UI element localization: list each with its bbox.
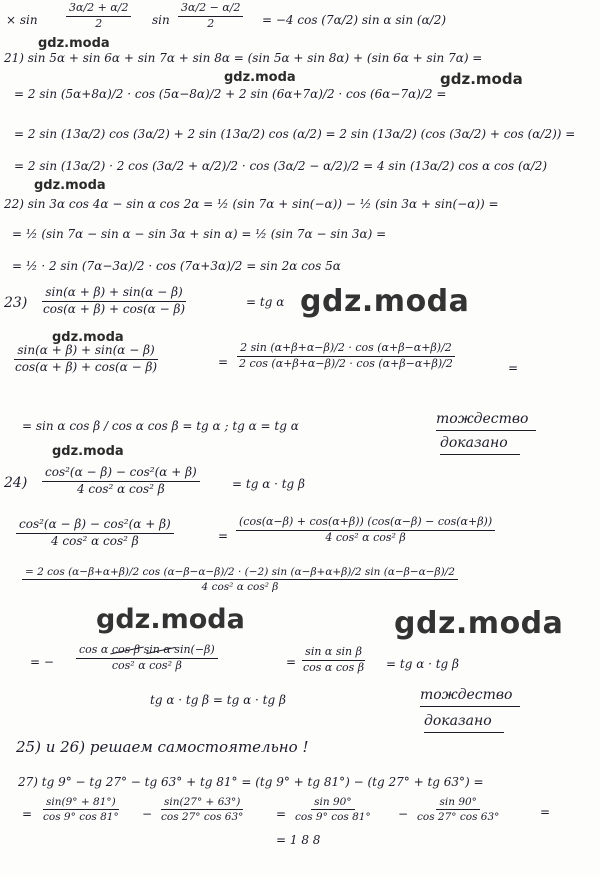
underline [420, 706, 520, 707]
fraction-numerator: sin(α + β) + sin(α − β) [42, 286, 185, 302]
problem-24-result: = tg α · tg β [386, 657, 459, 671]
fraction-denominator: 2 [95, 16, 103, 30]
problem-25-26-note: 25) и 26) решаем самостоятельно ! [16, 738, 309, 756]
fraction-numerator: cos²(α − β) − cos²(α + β) [16, 518, 174, 534]
watermark: gdz.moda [394, 606, 564, 641]
problem-23-conclusion: = sin α cos β / cos α cos β = tg α ; tg α = tg α [22, 419, 299, 433]
fraction-numerator: cos α cos β sin α sin(−β) [76, 644, 218, 659]
line-0-fraction-1 [66, 2, 131, 30]
problem-27-fraction-3 [292, 796, 374, 823]
fraction-numerator: (cos(α−β) + cos(α+β)) (cos(α−β) − cos(α+β)) [236, 516, 495, 531]
problem-24-cancel-fraction [76, 644, 218, 672]
fraction-denominator: cos 27° cos 63° [161, 811, 244, 824]
fraction-denominator: cos 9° cos 81° [295, 811, 371, 824]
watermark: gdz.moda [96, 604, 245, 635]
problem-21-line-2: = 2 sin (5α+8α)/2 · cos (5α−8α)/2 + 2 sin (6α+7α)/2 · cos (6α−7α)/2 = [14, 87, 447, 101]
problem-21-line-1: 21) sin 5α + sin 6α + sin 7α + sin 8α = (sin 5α + sin 8α) + (sin 6α + sin 7α) = [4, 51, 483, 65]
problem-23-step-fraction [12, 344, 160, 375]
line-0-prefix: × sin [6, 13, 38, 27]
problem-24-number: 24) [4, 475, 28, 491]
line-0-sin: sin [152, 13, 170, 27]
problem-22-line-1: 22) sin 3α cos 4α − sin α cos 2α = ½ (sin 7α + sin(−α)) − ½ (sin 3α + sin(−α)) = [4, 197, 499, 211]
problem-24-given-fraction [42, 466, 200, 497]
watermark: gdz.moda [224, 70, 296, 85]
problem-27-minus-1: − [142, 807, 153, 821]
fraction-denominator: cos 27° cos 63° [417, 811, 500, 824]
problem-27-minus-2: − [398, 807, 409, 821]
fraction-denominator: cos 9° cos 81° [43, 811, 119, 824]
problem-24-step-fraction [16, 518, 174, 549]
problem-27-equals-2: = [276, 807, 287, 821]
problem-24-simplified [300, 646, 367, 674]
underline [440, 454, 520, 455]
watermark: gdz.moda [52, 330, 124, 345]
problem-24-equals-2: = [286, 655, 297, 669]
problem-23-given-rhs: = tg α [246, 295, 285, 309]
problem-24-equals: = [218, 529, 229, 543]
problem-24-minus: = − [30, 655, 54, 669]
problem-27-line-1: 27) tg 9° − tg 27° − tg 63° + tg 81° = (tg 9° + tg 81°) − (tg 27° + tg 63°) = [18, 775, 484, 789]
problem-24-proved-word-1: тождество [420, 687, 513, 703]
problem-24-factored [236, 516, 495, 544]
fraction-numerator: 2 sin (α+β+α−β)/2 · cos (α+β−α+β)/2 [237, 342, 455, 357]
watermark: gdz.moda [34, 178, 106, 193]
problem-27-fraction-4 [414, 796, 502, 823]
fraction-numerator: = 2 cos (α−β+α+β)/2 cos (α−β−α−β)/2 · (−2) sin (α−β+α+β)/2 sin (α−β−α−β)/2 [22, 566, 458, 580]
problem-21-line-4: = 2 sin (13α/2) · 2 cos (3α/2 + α/2)/2 · cos (3α/2 − α/2)/2 = 4 sin (13α/2) cos α cos (α/2) [14, 159, 548, 173]
fraction-denominator: 4 cos² α cos² β [50, 533, 139, 548]
underline [436, 430, 536, 431]
problem-24-given-rhs: = tg α · tg β [232, 477, 305, 491]
watermark: gdz.moda [38, 36, 110, 51]
fraction-denominator: cos(α + β) + cos(α − β) [43, 301, 186, 316]
problem-21-line-3: = 2 sin (13α/2) cos (3α/2) + 2 sin (13α/2) cos (α/2) = 2 sin (13α/2) (cos (3α/2) + cos (α/2)) = [14, 127, 576, 141]
watermark: gdz.moda [440, 70, 523, 88]
fraction-numerator: sin(27° + 63°) [161, 796, 243, 810]
fraction-numerator: cos²(α − β) − cos²(α + β) [42, 466, 200, 482]
problem-23-number: 23) [4, 295, 28, 311]
problem-24-proved-word-2: доказано [424, 713, 492, 729]
problem-27-tail: = 1 8 8 [276, 833, 321, 847]
fraction-numerator: sin(α + β) + sin(α − β) [14, 344, 157, 360]
line-0-rhs: = −4 cos (7α/2) sin α sin (α/2) [262, 13, 447, 27]
fraction-denominator: 4 cos² α cos² β [325, 530, 406, 544]
watermark: gdz.moda [300, 284, 470, 319]
fraction-numerator: sin(9° + 81°) [43, 796, 119, 810]
problem-23-equals: = [218, 355, 229, 369]
problem-23-proved-word-1: тождество [436, 411, 529, 427]
problem-23-sum-to-product [236, 342, 456, 370]
fraction-numerator: sin 90° [436, 796, 479, 810]
problem-23-proved-word-2: доказано [440, 435, 508, 451]
problem-22-line-2: = ½ (sin 7α − sin α − sin 3α + sin α) = ½ (sin 7α − sin 3α) = [12, 227, 387, 241]
problem-27-equals: = [22, 807, 33, 821]
problem-27-fraction-1 [40, 796, 122, 823]
watermark: gdz.moda [52, 444, 124, 459]
problem-27-equals-3: = [540, 805, 551, 819]
line-0-fraction-2 [178, 2, 243, 30]
problem-27-fraction-2 [158, 796, 246, 823]
underline [424, 732, 504, 733]
fraction-denominator: 4 cos² α cos² β [201, 581, 279, 594]
problem-24-identity: tg α · tg β = tg α · tg β [150, 693, 286, 707]
problem-23-given-fraction [40, 286, 188, 317]
fraction-denominator: 2 cos (α+β+α−β)/2 · cos (α+β−α+β)/2 [239, 356, 453, 370]
fraction-denominator: cos(α + β) + cos(α − β) [15, 359, 158, 374]
fraction-denominator: cos² α cos² β [111, 658, 182, 672]
fraction-denominator: 2 [207, 16, 215, 30]
fraction-numerator: sin 90° [311, 796, 354, 810]
fraction-numerator: sin α sin β [302, 646, 365, 661]
fraction-denominator: cos α cos β [303, 660, 365, 674]
problem-23-equals-end: = [508, 361, 519, 375]
fraction-numerator: 3α/2 + α/2 [66, 2, 131, 17]
fraction-denominator: 4 cos² α cos² β [76, 481, 165, 496]
fraction-numerator: 3α/2 − α/2 [178, 2, 243, 17]
problem-24-expanded [22, 566, 458, 593]
problem-22-line-3: = ½ · 2 sin (7α−3α)/2 · cos (7α+3α)/2 = sin 2α cos 5α [12, 259, 341, 273]
